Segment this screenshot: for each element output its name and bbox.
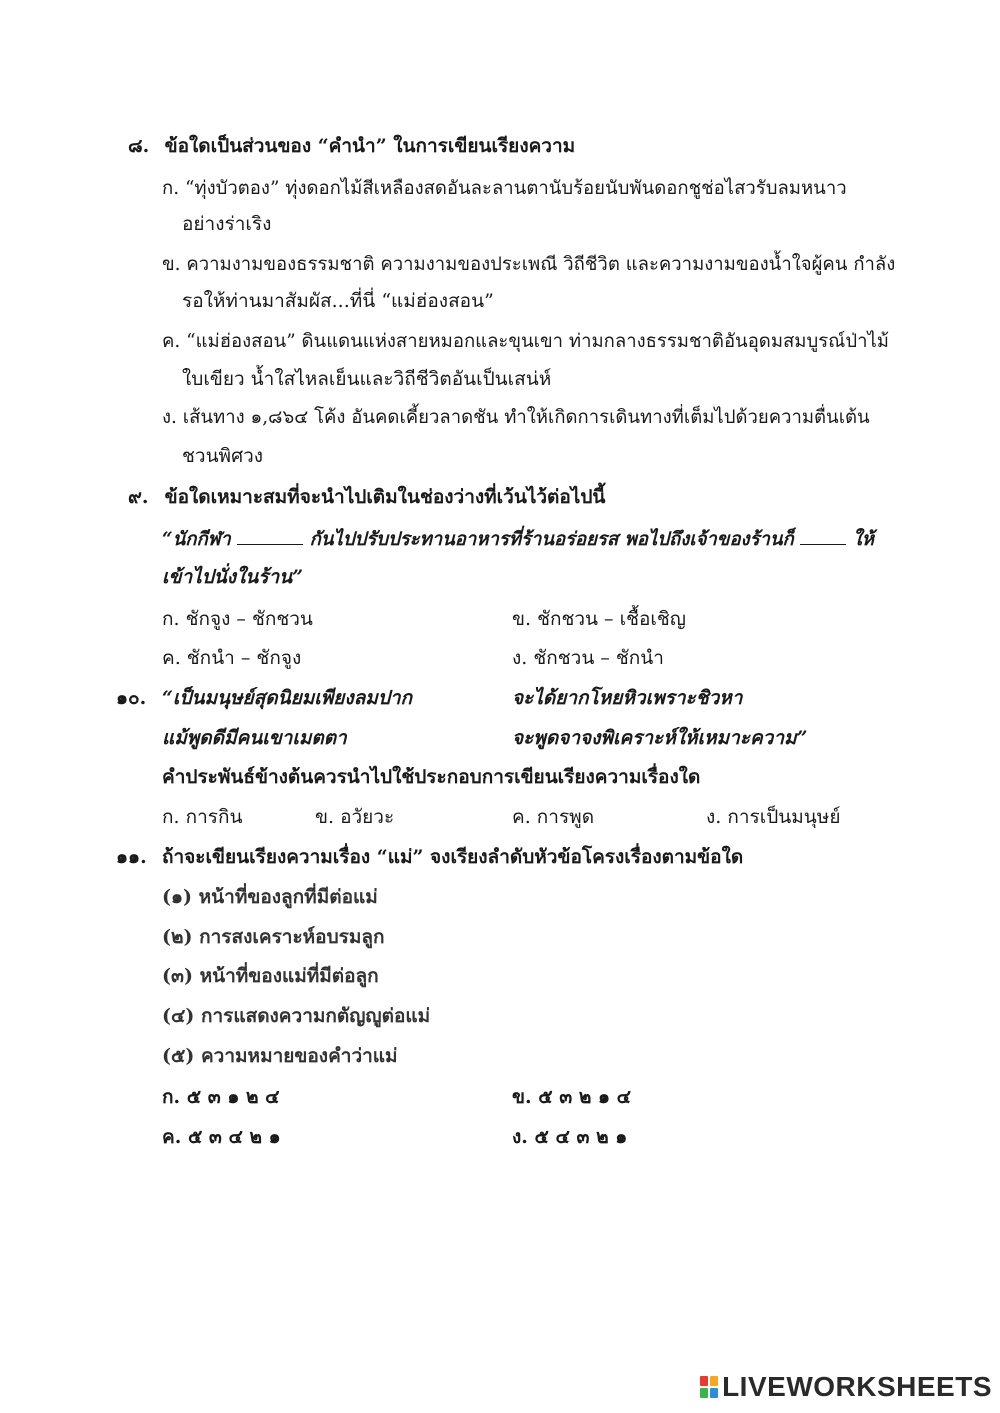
q9-sentence-part1: “นักกีฬา [162,529,231,550]
question-8 [128,133,575,159]
q10-option-d[interactable]: ง. การเป็นมนุษย์ [706,806,841,828]
question-8-text: ข้อใดเป็นส่วนของ “คำนำ” ในการเขียนเรียงความ [164,135,576,157]
q11-option-c[interactable]: ค. ๕ ๓ ๔ ๒ ๑ [162,1126,281,1148]
q11-question: ถ้าจะเขียนเรียงความเรื่อง “แม่” จงเรียงลำดับหัวข้อโครงเรื่องตามข้อใด [162,846,744,868]
q8-option-a-line1[interactable]: ก. “ทุ่งบัวตอง” ทุ่งดอกไม้สีเหลืองสดอันละลานตานับร้อยนับพันดอกชูช่อไสวรับลมหนาว [162,178,847,199]
q10-question: คำประพันธ์ข้างต้นควรนำไปใช้ประกอบการเขียนเรียงความเรื่องใด [162,766,701,788]
q9-sentence-line1 [162,526,874,553]
q10-option-a[interactable]: ก. การกิน [162,806,243,828]
q8-option-d-line2: ชวนพิศวง [182,445,264,467]
q10-poem-line2a: แม้พูดดีมีคนเขาเมตตา [162,727,347,749]
liveworksheets-footer[interactable] [700,1371,992,1403]
q11-option-d[interactable]: ง. ๕ ๔ ๓ ๒ ๑ [512,1126,628,1148]
q9-option-c[interactable]: ค. ชักนำ – ชักจูง [162,647,302,669]
q11-option-b[interactable]: ข. ๕ ๓ ๒ ๑ ๔ [512,1086,632,1108]
q9-option-a[interactable]: ก. ชักจูง – ชักชวน [162,608,313,630]
q10-poem-line2b: จะพูดจาจงพิเคราะห์ให้เหมาะความ” [512,727,808,749]
q8-option-b-line1[interactable]: ข. ความงามของธรรมชาติ ความงามของประเพณี วิถีชีวิต และความงามของน้ำใจผู้คน กำลัง [162,254,896,275]
liveworksheets-logo-icon [700,1376,718,1398]
q11-item-1: (๑) หน้าที่ของลูกที่มีต่อแม่ [162,886,378,908]
q9-sentence-part2: กันไปปรับประทานอาหารที่ร้านอร่อยรส พอไปถึงเจ้าของร้านก็ [309,529,794,550]
q11-item-5: (๕) ความหมายของคำว่าแม่ [162,1045,398,1067]
q8-option-b-line2: รอให้ท่านมาสัมผัส...ที่นี่ “แม่ฮ่องสอน” [182,290,494,312]
q11-option-a[interactable]: ก. ๕ ๓ ๑ ๒ ๔ [162,1086,280,1108]
q11-item-2: (๒) การสงเคราะห์อบรมลูก [162,926,385,948]
q10-poem-line1b: จะได้ยากโหยหิวเพราะชิวหา [512,687,743,709]
question-9-number: ๙. [128,486,149,508]
q10-number: ๑๐. [116,687,147,709]
q9-sentence-part3: ให้ [852,529,874,550]
question-9 [128,484,605,510]
q11-item-4: (๔) การแสดงความกตัญญูต่อแม่ [162,1005,431,1027]
q11-number: ๑๑. [116,846,147,868]
q9-option-d[interactable]: ง. ชักชวน – ชักนำ [512,647,664,669]
q8-option-a-line2: อย่างร่าเริง [182,213,272,235]
question-9-text: ข้อใดเหมาะสมที่จะนำไปเติมในช่องว่างที่เว้นไว้ต่อไปนี้ [164,486,606,508]
q10-option-b[interactable]: ข. อวัยวะ [315,806,395,828]
q9-blank-1[interactable] [237,526,303,545]
question-8-number: ๘. [128,135,150,157]
liveworksheets-brand: LIVEWORKSHEETS [722,1371,992,1402]
q8-option-c-line1[interactable]: ค. “แม่ฮ่องสอน” ดินแดนแห่งสายหมอกและขุนเขา ท่ามกลางธรรมชาติอันอุดมสมบูรณ์ป่าไม้ [162,331,889,352]
q9-option-b[interactable]: ข. ชักชวน – เชื้อเชิญ [512,608,686,630]
q10-poem-line1a: “เป็นมนุษย์สุดนิยมเพียงลมปาก [162,687,413,709]
q10-option-c[interactable]: ค. การพูด [512,806,595,828]
q9-sentence-line2: เข้าไปนั่งในร้าน” [162,566,304,588]
q11-item-3: (๓) หน้าที่ของแม่ที่มีต่อลูก [162,965,379,987]
q8-option-c-line2: ใบเขียว น้ำใสไหลเย็นและวิถีชีวิตอันเป็นเสน่ห์ [182,368,552,390]
q8-option-d-line1[interactable]: ง. เส้นทาง ๑,๘๖๔ โค้ง อันคดเคี้ยวลาดชัน ทำให้เกิดการเดินทางที่เต็มไปด้วยความตื่นเต้น [162,407,870,428]
q9-blank-2[interactable] [800,526,846,545]
